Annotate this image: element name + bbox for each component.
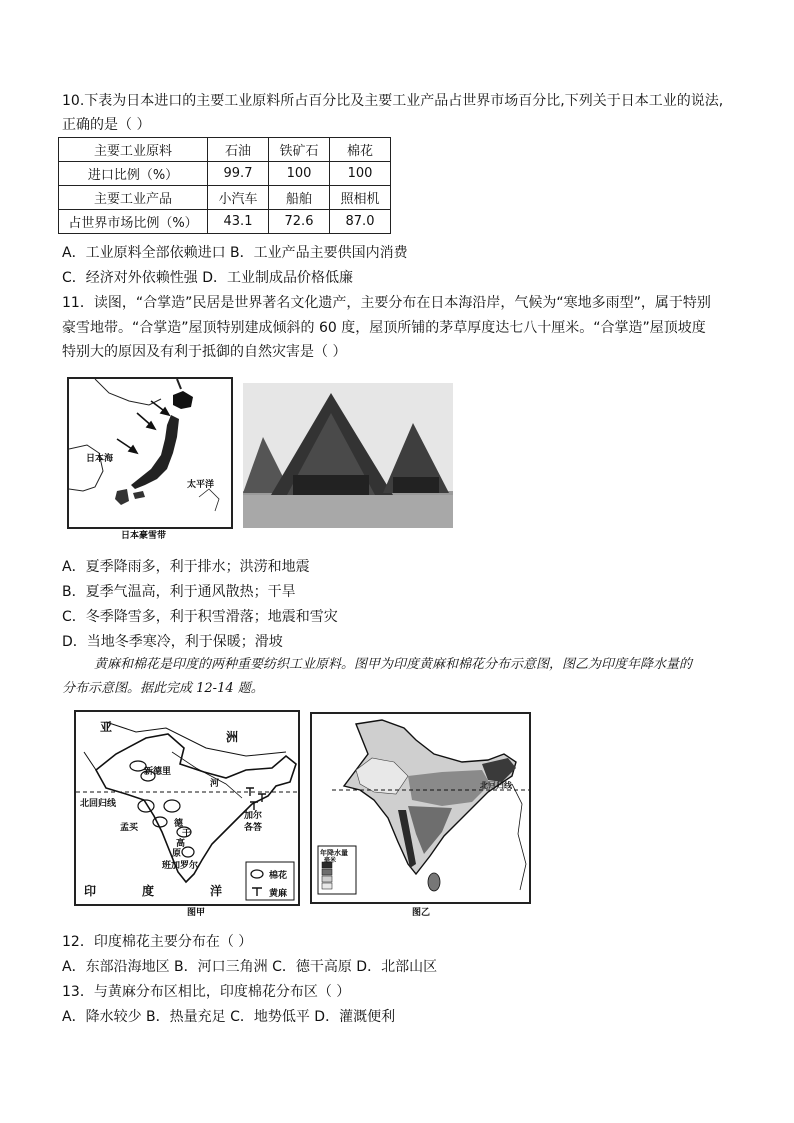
table-cell: 87.0 (330, 210, 391, 234)
kyushu-shape (115, 489, 129, 505)
ocean-label-1: 印 (84, 884, 97, 898)
q11-stem-line2: 豪雪地带。“合掌造”屋顶特别建成倾斜的 60 度，屋顶所铺的茅草厚度达七八十厘米。“合掌造”屋顶坡度 (62, 320, 706, 336)
table-cell: 100 (269, 162, 330, 186)
q12-options: A．东部沿海地区 B．河口三角洲 C．德干高原 D．北部山区 (62, 959, 438, 975)
figure-b-caption: 图乙 (412, 908, 431, 918)
table-cell: 进口比例（%） (59, 162, 208, 186)
table-cell: 主要工业产品 (59, 186, 208, 210)
table-row (59, 162, 391, 186)
figure-a-map (74, 710, 300, 906)
river-label: 河 (210, 779, 220, 789)
legend-cotton-label: 棉花 (269, 871, 288, 881)
q11-stem-line1: 11．读图，“合掌造”民居是世界著名文化遗产，主要分布在日本海沿岸，气候为“寒地多雨型”，属于特别 (62, 295, 711, 311)
table-cell: 43.1 (208, 210, 269, 234)
intro-line1: 黄麻和棉花是印度的两种重要纺织工业原料。图甲为印度黄麻和棉花分布示意图，图乙为印度年降水量的 (94, 657, 693, 672)
table-cell: 占世界市场比例（%） (59, 210, 208, 234)
kolkata-label-1: 加尔 (244, 811, 263, 821)
q11-stem-line3: 特别大的原因及有利于抵御的自然灾害是（ ） (62, 344, 347, 360)
table-cell: 船舶 (269, 186, 330, 210)
table-cell: 照相机 (330, 186, 391, 210)
mumbai-label: 孟买 (120, 823, 139, 833)
shikoku-shape (133, 491, 145, 499)
japan-map-caption: 日本豪雪带 (121, 531, 167, 541)
table-cell: 100 (330, 162, 391, 186)
pacific-ocean-label: 太平洋 (187, 480, 215, 490)
q10-stem-line1: 10.下表为日本进口的主要工业原料所占百分比及主要工业产品占世界市场百分比,下列关于日本工业的说法, (62, 93, 724, 109)
q13-stem: 13．与黄麻分布区相比，印度棉花分布区（ ） (62, 984, 351, 1000)
q11-option-a: A．夏季降雨多，利于排水；洪涝和地震 (62, 559, 310, 575)
figure-b-map (310, 712, 531, 904)
q11-option-c: C．冬季降雪多，利于积雪滑落；地震和雪灾 (62, 609, 338, 625)
table-row (59, 138, 391, 162)
new-delhi-label: 新德里 (144, 767, 172, 777)
deccan-label-2: 干 (182, 829, 192, 839)
table-cell: 小汽车 (208, 186, 269, 210)
legend-jute-label: 黄麻 (269, 889, 288, 899)
wind-arrows (117, 401, 169, 453)
asia-label-1: 亚 (100, 720, 113, 734)
tropic-label-a: 北回归线 (80, 799, 117, 809)
japan-snow-map (67, 377, 233, 529)
ocean-label-3: 洋 (210, 884, 223, 898)
table-cell: 72.6 (269, 210, 330, 234)
q12-stem: 12．印度棉花主要分布在（ ） (62, 934, 253, 950)
honshu-shape (131, 415, 179, 489)
ocean-label-2: 度 (142, 884, 155, 898)
tropic-label-b: 北回归线 (480, 781, 512, 790)
table-cell: 石油 (208, 138, 269, 162)
kolkata-label-2: 各答 (244, 823, 263, 833)
table-cell: 铁矿石 (269, 138, 330, 162)
q10-table (58, 137, 391, 234)
table-row (59, 210, 391, 234)
figure-a-caption: 图甲 (187, 908, 206, 918)
table-cell: 主要工业原料 (59, 138, 208, 162)
bangalore-label: 班加罗尔 (162, 861, 199, 871)
q10-stem-line2: 正确的是（ ） (62, 117, 151, 133)
q10-options-cd: C．经济对外依赖性强 D．工业制成品价格低廉 (62, 270, 354, 286)
sea-of-japan-label: 日本海 (86, 454, 114, 464)
table-cell: 99.7 (208, 162, 269, 186)
table-row (59, 186, 391, 210)
table-cell: 棉花 (330, 138, 391, 162)
deccan-label-4: 原 (172, 849, 182, 859)
q11-option-b: B．夏季气温高，利于通风散热；干旱 (62, 584, 296, 600)
q10-options-ab: A．工业原料全部依赖进口 B．工业产品主要供国内消费 (62, 245, 408, 261)
hokkaido-shape (173, 391, 193, 409)
legend-rainfall-unit: 毫米 (324, 857, 337, 864)
deccan-label-3: 高 (176, 839, 186, 849)
asia-label-2: 洲 (226, 730, 239, 744)
intro-line2: 分布示意图。据此完成 12-14 题。 (62, 681, 264, 696)
q11-option-d: D．当地冬季寒冷，利于保暖；滑坡 (62, 634, 283, 650)
gassho-house-photo (243, 383, 453, 528)
q13-options: A．降水较少 B．热量充足 C．地势低平 D．灌溉便利 (62, 1009, 396, 1025)
deccan-label-1: 德 (174, 819, 184, 829)
legend-rainfall-title: 年降水量 (320, 849, 348, 857)
